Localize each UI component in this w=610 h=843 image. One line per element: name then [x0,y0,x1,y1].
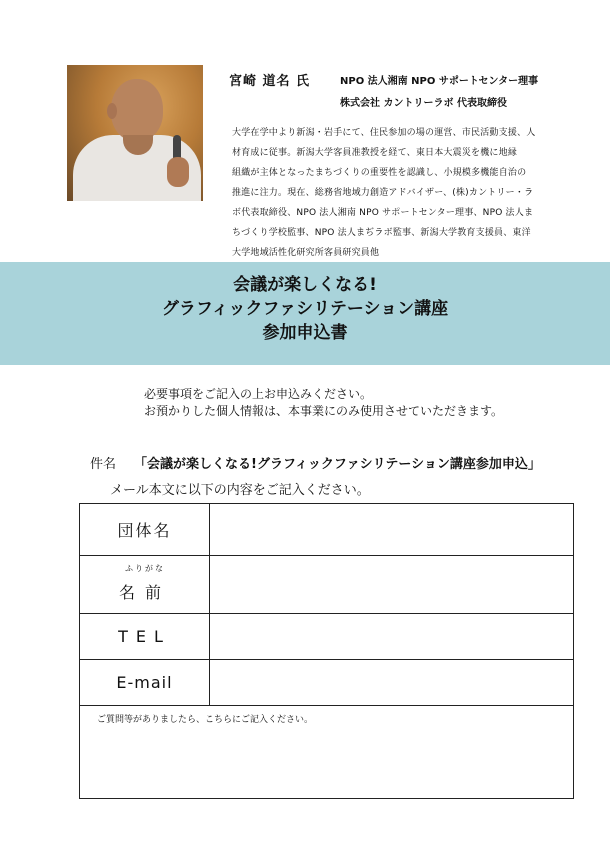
speaker-name: 宮崎 道名 氏 [229,74,311,89]
bio-line: ボ代表取締役、NPO 法人湘南 NPO サポートセンター理事、NPO 法人ま [232,208,534,218]
intro-text [144,386,503,420]
bio-line: 大学地域活性化研究所客員研究員他 [232,248,380,258]
name-label-cell [80,556,210,613]
subject-label: 件名 [90,457,117,472]
subject-value: 「会議が楽しくなる!グラフィックファシリテーション講座参加申込」 [134,457,541,472]
photo-hand [167,157,189,187]
tel-field[interactable] [210,614,573,659]
banner-line-2: グラフィックファシリテーション講座 [161,299,449,319]
banner-line-3: 参加申込書 [262,323,348,343]
name-field[interactable] [210,556,573,613]
speaker-bio [232,123,572,263]
organization-label: 団体名 [80,504,210,555]
organization-field[interactable] [210,504,573,555]
bio-line: 組織が主体となったまちづくりの重要性を認識し、小規模多機能自治の [232,168,527,178]
name-furigana: ふりがな [125,564,165,573]
title-banner [0,262,610,365]
email-subject [90,453,541,472]
notes-hint: ご質問等がありましたら、こちらにご記入ください。 [97,715,314,725]
bio-line: 推進に注力。現在、総務省地域力創造アドバイザー、(株)カントリー・ラ [232,188,534,198]
speaker-affiliation-1: NPO 法人湘南 NPO サポートセンター理事 [340,76,539,87]
speaker-photo [67,65,203,201]
intro-line-1: 必要事項をご記入の上お申込みください。 [144,387,373,401]
instruction-text: メール本文に以下の内容をご記入ください。 [110,483,370,498]
form-row-tel [80,614,573,660]
intro-line-2: お預かりした個人情報は、本事業にのみ使用させていただきます。 [144,404,504,418]
speaker-affiliation-2: 株式会社 カントリーラボ 代表取締役 [340,98,507,109]
bio-line: 材育成に従事。新潟大学客員准教授を経て、東日本大震災を機に地縁 [232,148,518,158]
bio-line: 大学在学中より新潟・岩手にて、住民参加の場の運営、市民活動支援、人 [232,128,536,138]
photo-ear [107,103,117,119]
name-label: 名前 [118,583,171,602]
photo-head [111,79,163,141]
email-field[interactable] [210,660,573,705]
form-row-email [80,660,573,706]
form-row-organization [80,504,573,556]
application-form [79,503,574,799]
banner-line-1: 会議が楽しくなる! [233,275,377,295]
bio-line: ちづくり学校監事、NPO 法人まぢラボ監事、新潟大学教育支援員、東洋 [232,228,531,238]
tel-label: TEL [80,614,210,659]
form-row-name [80,556,573,614]
notes-field[interactable] [80,706,573,800]
email-label: E-mail [80,660,210,705]
